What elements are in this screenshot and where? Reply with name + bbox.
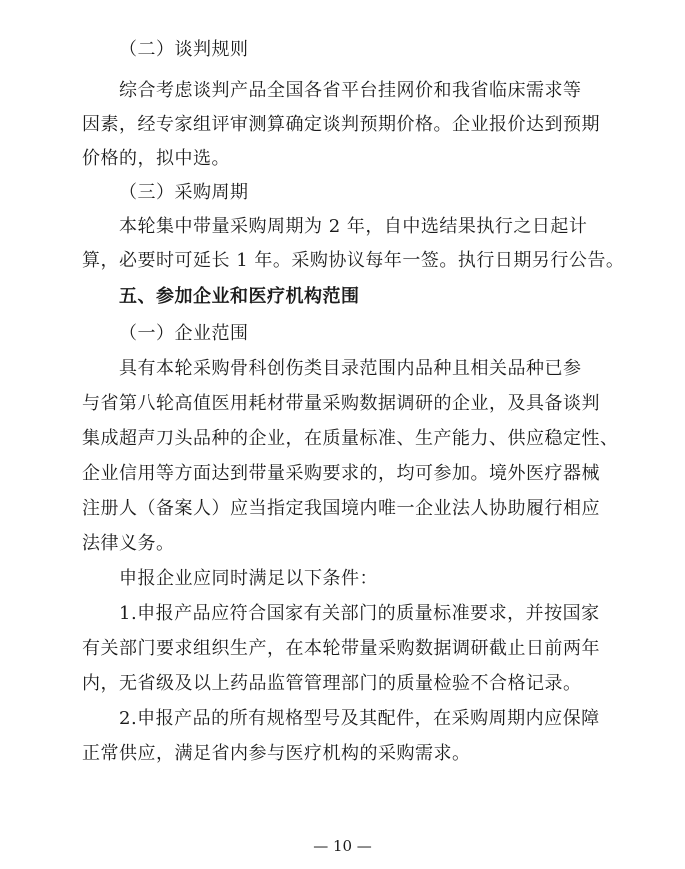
section-heading: 五、参加企业和医疗机构范围 — [119, 286, 360, 307]
paragraph-line: 综合考虑谈判产品全国各省平台挂网价和我省临床需求等 — [119, 80, 582, 101]
paragraph-line: 申报企业应同时满足以下条件： — [119, 568, 378, 589]
paragraph-line: 1.申报产品应符合国家有关部门的质量标准要求，并按国家 — [119, 603, 600, 624]
paragraph-line: 企业信用等方面达到带量采购要求的，均可参加。境外医疗器械 — [82, 463, 600, 484]
paragraph-line: 2.申报产品的所有规格型号及其配件，在采购周期内应保障 — [119, 708, 600, 729]
paragraph-line: 因素，经专家组评审测算确定谈判预期价格。企业报价达到预期 — [82, 114, 600, 135]
page-number: — 10 — — [313, 837, 372, 855]
paragraph-line: 本轮集中带量采购周期为 2 年，自中选结果执行之日起计 — [119, 216, 588, 237]
paragraph-line: 法律义务。 — [82, 533, 175, 554]
paragraph-line: 有关部门要求组织生产，在本轮带量采购数据调研截止日前两年 — [82, 638, 600, 659]
paragraph-line: 注册人（备案人）应当指定我国境内唯一企业法人协助履行相应 — [82, 498, 600, 519]
subheading-procurement-cycle: （三）采购周期 — [119, 182, 249, 203]
paragraph-line: 集成超声刀头品种的企业，在质量标准、生产能力、供应稳定性、 — [82, 428, 619, 449]
subheading-negotiation-rules: （二）谈判规则 — [119, 39, 249, 60]
paragraph-line: 具有本轮采购骨科创伤类目录范围内品种且相关品种已参 — [119, 358, 582, 379]
paragraph-line: 价格的，拟中选。 — [82, 148, 230, 169]
subheading-enterprise-scope: （一）企业范围 — [119, 323, 249, 344]
paragraph-line: 算，必要时可延长 1 年。采购协议每年一签。执行日期另行公告。 — [82, 250, 625, 271]
paragraph-line: 正常供应，满足省内参与医疗机构的采购需求。 — [82, 743, 471, 764]
paragraph-line: 与省第八轮高值医用耗材带量采购数据调研的企业，及具备谈判 — [82, 393, 600, 414]
paragraph-line: 内，无省级及以上药品监管管理部门的质量检验不合格记录。 — [82, 673, 582, 694]
